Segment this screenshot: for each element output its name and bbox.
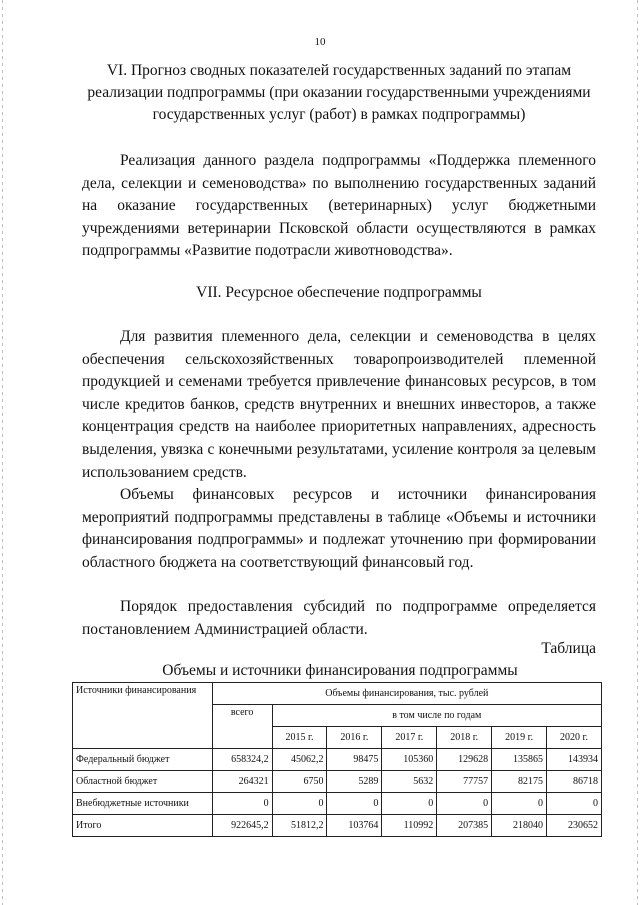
row-value: 0 [382, 793, 437, 815]
row-value: 5289 [327, 771, 382, 793]
row-value: 86718 [547, 771, 602, 793]
row-value: 45062,2 [272, 749, 327, 771]
header-year: 2017 г. [382, 727, 437, 749]
header-year: 2015 г. [272, 727, 327, 749]
row-value: 5632 [382, 771, 437, 793]
page-number: 10 [314, 36, 326, 48]
section-6-paragraph: Реализация данного раздела подпрограммы «Поддержка племенного дела, селекции и семеноводства» по выполнению государственных заданий на оказание государственных (ветеринарных) услуг бюджетными учреждениями ветеринарии Псковской области осуществляются в рамках подпрограммы «Развитие подотрасли животноводства». [82, 152, 596, 260]
row-source-name: Областной бюджет [73, 771, 213, 793]
row-value: 6750 [272, 771, 327, 793]
table-label: Таблица [541, 640, 596, 657]
scan-edge-right [637, 0, 638, 905]
header-year: 2019 г. [492, 727, 547, 749]
row-total: 922645,2 [212, 815, 272, 837]
row-value: 0 [492, 793, 547, 815]
row-value: 218040 [492, 815, 547, 837]
table-row [73, 749, 602, 771]
row-value: 0 [547, 793, 602, 815]
row-value: 103764 [327, 815, 382, 837]
row-total: 658324,2 [212, 749, 272, 771]
row-value: 135865 [492, 749, 547, 771]
row-value: 77757 [437, 771, 492, 793]
row-total: 0 [212, 793, 272, 815]
row-value: 129628 [437, 749, 492, 771]
table-row [73, 793, 602, 815]
row-value: 207385 [437, 815, 492, 837]
section-7-heading: VII. Ресурсное обеспечение подпрограммы [196, 284, 482, 301]
header-year: 2020 г. [547, 727, 602, 749]
header-total: всего [212, 705, 272, 749]
section-7-paragraph-3: Порядок предоставления субсидий по подпрограмме определяется постановлением Администрацией области. [82, 598, 596, 638]
row-source-name: Итого [73, 815, 213, 837]
header-by-year: в том числе по годам [272, 705, 601, 727]
section-7-paragraph-1: Для развития племенного дела, селекции и семеноводства в целях обеспечения сельскохозяйственных товаропроизводителей племенной продукцией и семенами требуется привлечение финансовых ресурсов, в том числе кредитов банков, средств внутренних и внешних инвесторов, а также концентрация средств на наиболее приоритетных направлениях, адресность выделения, увязка с конечными результатами, усиление контроля за целевым использованием средств. [82, 328, 596, 481]
row-value: 0 [327, 793, 382, 815]
scan-edge-left [2, 0, 3, 905]
row-value: 143934 [547, 749, 602, 771]
header-volume: Объемы финансирования, тыс. рублей [212, 683, 601, 705]
header-year: 2018 г. [437, 727, 492, 749]
table-row [73, 771, 602, 793]
header-year: 2016 г. [327, 727, 382, 749]
row-value: 105360 [382, 749, 437, 771]
row-value: 230652 [547, 815, 602, 837]
table-row [73, 815, 602, 837]
financing-table [72, 682, 602, 837]
row-value: 110992 [382, 815, 437, 837]
row-value: 98475 [327, 749, 382, 771]
row-total: 264321 [212, 771, 272, 793]
row-source-name: Федеральный бюджет [73, 749, 213, 771]
row-value: 0 [437, 793, 492, 815]
section-6-heading: VI. Прогноз сводных показателей государственных заданий по этапам реализации подпрограммы (при оказании государственными учреждениями государственных услуг (работ) в рамках подпрограммы) [87, 62, 591, 123]
section-7-paragraph-2: Объемы финансовых ресурсов и источники финансирования мероприятий подпрограммы представлены в таблице «Объемы и источники финансирования подпрограммы» и подлежат уточнению при формировании областного бюджета на соответствующий финансовый год. [82, 486, 596, 571]
header-source: Источники финансирования [73, 683, 213, 749]
row-value: 0 [272, 793, 327, 815]
table-title: Объемы и источники финансирования подпрограммы [162, 662, 518, 679]
row-source-name: Внебюджетные источники [73, 793, 213, 815]
row-value: 51812,2 [272, 815, 327, 837]
row-value: 82175 [492, 771, 547, 793]
